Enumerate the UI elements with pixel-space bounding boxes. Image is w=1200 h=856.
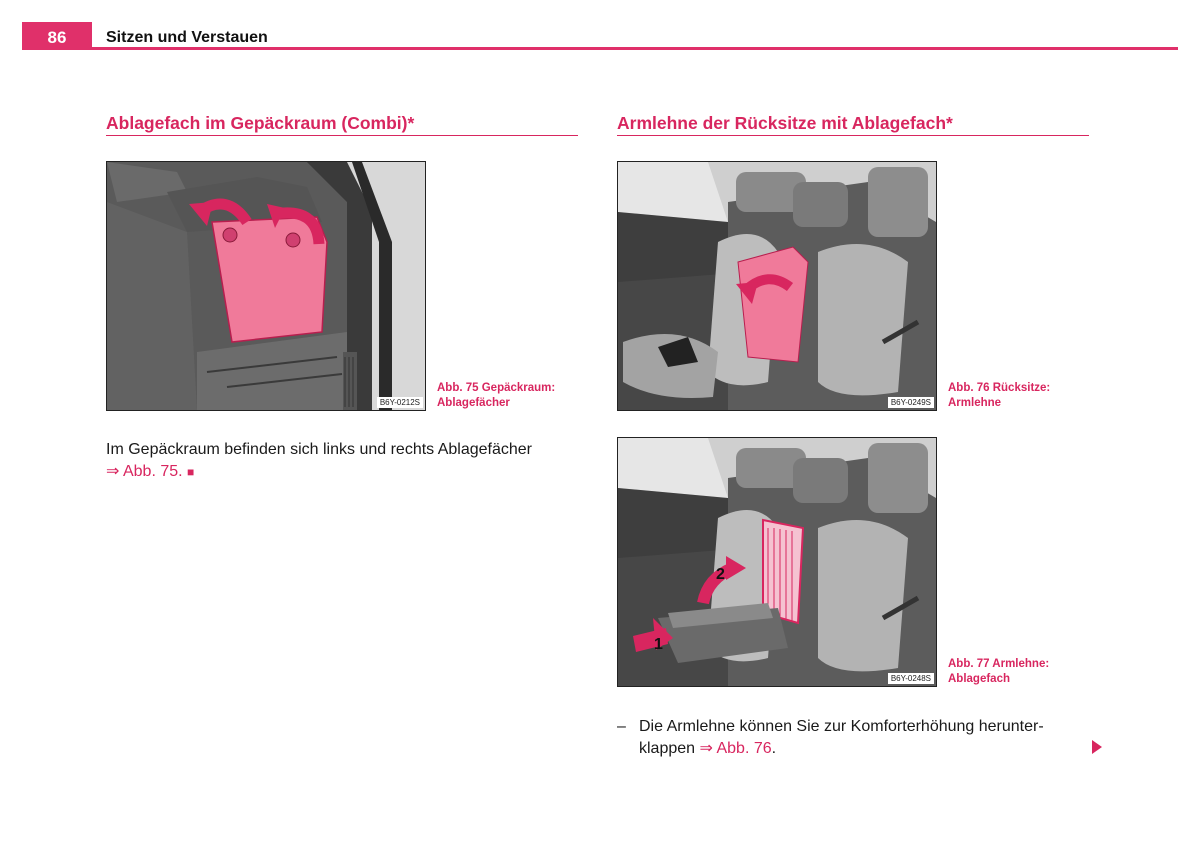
end-square-icon: ■: [187, 465, 195, 479]
caption-line: Ablagefächer: [437, 397, 510, 409]
instruction-end: .: [771, 740, 777, 757]
paragraph-storage: [106, 439, 578, 483]
list-dash: –: [617, 718, 626, 735]
page-header: [22, 22, 1178, 50]
caption-line: Abb. 75 Gepäckraum:: [437, 382, 556, 394]
header-rule: [22, 47, 1178, 50]
marker-2: 2: [716, 566, 725, 583]
section-title-right: Armlehne der Rücksitze mit Ablagefach*: [617, 113, 953, 133]
caption-line: Ablagefach: [948, 673, 1010, 685]
figure-code: B6Y-0212S: [377, 397, 423, 408]
figure-code: B6Y-0248S: [888, 673, 934, 684]
rear-seats-illustration: [618, 162, 936, 410]
marker-1: 1: [654, 636, 663, 653]
continue-triangle-icon: [1092, 740, 1102, 754]
instruction-item: [617, 716, 1089, 760]
instruction-line1: Die Armlehne können Sie zur Komforterhöhung herunter-: [639, 718, 1044, 735]
instruction-line2: klappen: [639, 740, 696, 757]
paragraph-text: Im Gepäckraum befinden sich links und rechts Ablagefächer: [106, 441, 533, 458]
figure-armrest-compartment: [617, 437, 937, 687]
figure-luggage-compartment: [106, 161, 426, 411]
caption-line: Armlehne: [948, 397, 1002, 409]
section-rule-left: [106, 135, 578, 136]
armrest-compartment-illustration: [618, 438, 936, 686]
figure-reference-link[interactable]: ⇒ Abb. 75.: [106, 463, 183, 480]
figure-rear-seats: [617, 161, 937, 411]
section-title-left: Ablagefach im Gepäckraum (Combi)*: [106, 113, 415, 133]
figure-caption-abb76: [948, 381, 1050, 411]
figure-code: B6Y-0249S: [888, 397, 934, 408]
caption-line: Abb. 77 Armlehne:: [948, 658, 1050, 670]
section-rule-right: [617, 135, 1089, 136]
caption-line: Abb. 76 Rücksitze:: [948, 382, 1051, 394]
figure-caption-abb77: [948, 657, 1049, 687]
luggage-compartment-illustration: [107, 162, 425, 410]
page-number: 86: [22, 22, 92, 50]
figure-reference-link[interactable]: ⇒ Abb. 76: [699, 740, 772, 757]
header-title: Sitzen und Verstauen: [106, 29, 268, 46]
figure-caption-abb75: [437, 381, 555, 411]
